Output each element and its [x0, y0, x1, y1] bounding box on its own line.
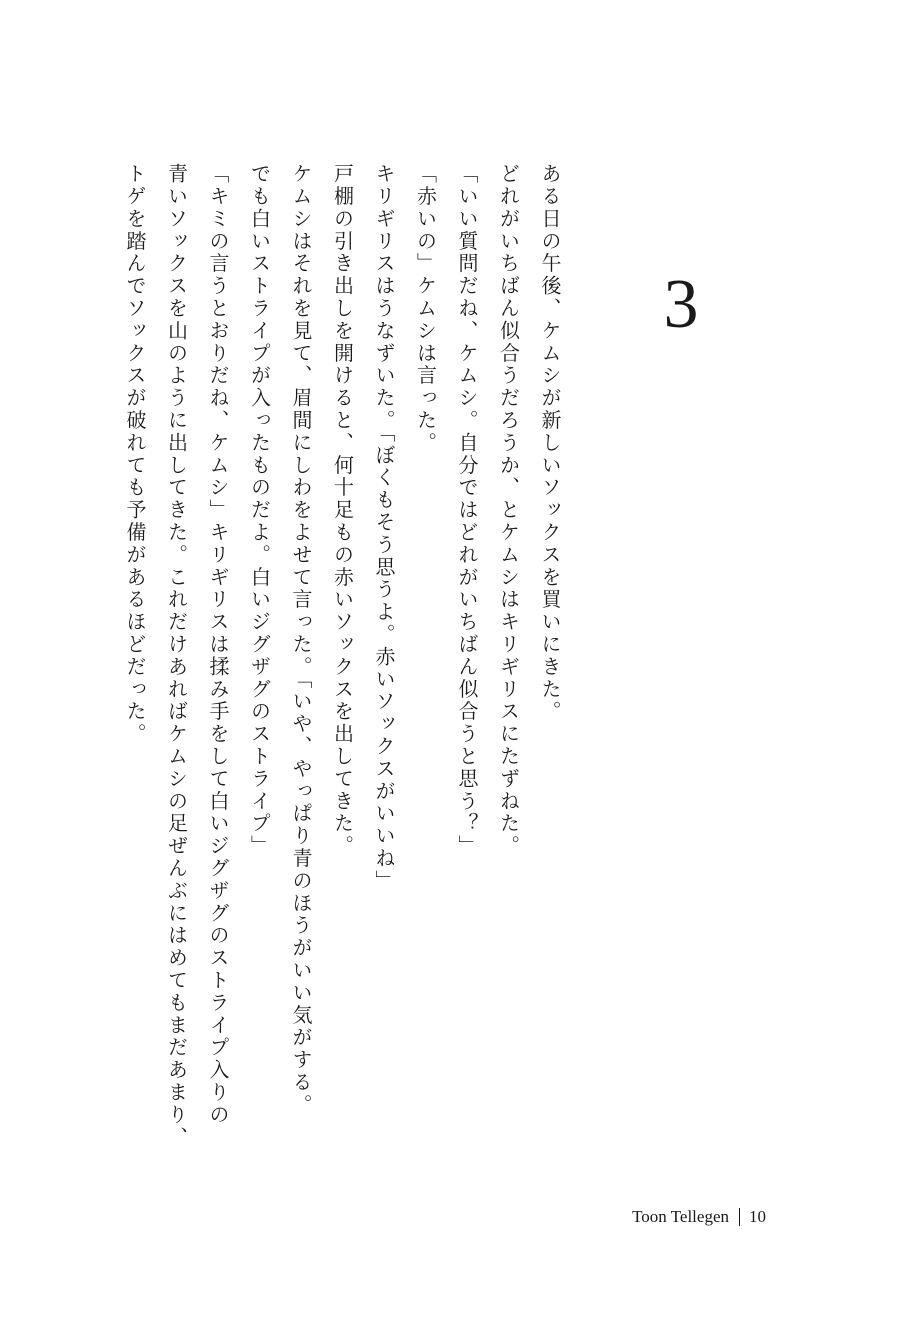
paragraph: 戸棚の引き出しを開けると、何十足もの赤いソックスを出してきた。: [330, 163, 355, 858]
body-text: [114, 163, 571, 1163]
paragraph: どれがいちばん似合うだろうか、とケムシはキリギリスにたずねた。: [496, 163, 521, 858]
chapter-number: 3: [663, 266, 699, 343]
footer-separator: [739, 1208, 740, 1226]
paragraph: ある日の午後、ケムシが新しいソックスを買いにきた。: [538, 163, 562, 723]
paragraph: ケムシはそれを見て、眉間にしわをよせて言った。「いや、やっぱり青のほうがいい気がする。: [289, 163, 313, 1117]
paragraph: トゲを踏んでソックスが破れても予備があるほどだった。: [123, 163, 147, 746]
footer-author: Toon Tellegen: [632, 1207, 729, 1226]
paragraph: 「いい質問だね、ケムシ。自分ではどれがいちばん似合うと思う？」: [455, 163, 479, 858]
paragraph: 青いソックスを山のように出してきた。これだけあればケムシの足ぜんぶにはめてもまだあまり、: [164, 163, 189, 1149]
paragraph: 「赤いの」ケムシは言った。: [413, 163, 438, 455]
paragraph: でも白いストライプが入ったものだよ。白いジグザグのストライプ」: [247, 163, 272, 858]
paragraph: 「キミの言うとおりだね、ケムシ」キリギリスは揉み手をして白いジグザグのストライプ入りの: [206, 163, 230, 1127]
page-number: 10: [749, 1207, 766, 1226]
paragraph: キリギリスはうなずいた。「ぼくもそう思うよ。赤いソックスがいいね」: [372, 163, 396, 893]
page-footer: [632, 1206, 766, 1228]
